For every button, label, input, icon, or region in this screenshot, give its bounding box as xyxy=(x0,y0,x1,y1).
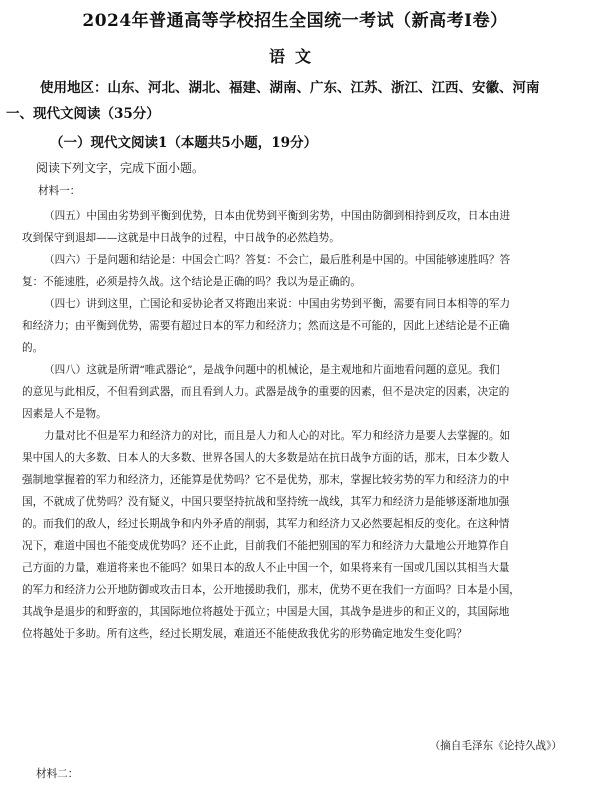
text-line: 国，不就成了优势吗？没有疑义，中国只要坚持抗战和坚持统一战线，其军力和经济力是能够逐渐地加强 xyxy=(22,496,510,508)
section-subheading: （一）现代文阅读1（本题共5小题，19分） xyxy=(50,135,318,151)
text-line: 强制地掌握着的军力和经济力，还能算是优势吗？它不是优势，那末，掌握比较劣势的军力和经济力的中 xyxy=(22,474,510,486)
material-two-label: 材料二： xyxy=(36,768,79,780)
text-line: 复：不能速胜，必须是持久战。这个结论是正确的吗？我以为是正确的。 xyxy=(22,276,361,288)
text-line: （四七）讲到这里，亡国论和妥协论者又将跑出来说：中国由劣势到平衡，需要有同日本相等的军力 xyxy=(44,298,511,310)
exam-title: 2024年普通高等学校招生全国统一考试（新高考I卷） xyxy=(82,11,508,31)
text-line: 的。而我们的敌人，经过长期战争和内外矛盾的削弱，其军力和经济力又必然要起相反的变化。在这种情 xyxy=(22,518,510,530)
material-one-label: 材料一： xyxy=(38,185,81,197)
text-line: 的军力和经济力公开地防御或攻击日本，公开地援助我们，那末，优势不更在我们一方面吗？日本是小国， xyxy=(22,584,520,596)
source-citation: （摘自毛泽东《论持久战》） xyxy=(429,740,562,752)
text-line: 和经济力；由平衡到优势，需要有超过日本的军力和经济力；然而这是不可能的，因此上述结论是不正确 xyxy=(22,320,510,332)
text-line: 的意见与此相反，不但看到武器，而且看到人力。武器是战争的重要的因素，但不是决定的因素，决定的 xyxy=(22,386,510,398)
text-line: （四八）这就是所谓“唯武器论”，是战争问题中的机械论，是主观地和片面地看问题的意见。我们 xyxy=(44,364,500,376)
material-one-text xyxy=(22,205,568,645)
text-line: 位将越处于多助。所有这些，经过长期发展，难道还不能使敌我优劣的形势确定地发生变化吗？ xyxy=(22,628,467,640)
text-line: 的。 xyxy=(22,342,44,354)
text-line: 力量对比不但是军力和经济力的对比，而且是人力和人心的对比。军力和经济力是要人去掌握的。如 xyxy=(44,430,511,442)
text-line: 况下，难道中国也不能变成优势吗？还不止此，目前我们不能把别国的军力和经济力大量地公开地算作自 xyxy=(22,540,510,552)
text-line: 己方面的力量，难道将来也不能吗？如果日本的敌人不止中国一个，如果将来有一国或几国以其相当大量 xyxy=(22,562,510,574)
usage-region: 使用地区：山东、河北、湖北、福建、湖南、广东、江苏、浙江、江西、安徽、河南 xyxy=(40,80,540,96)
subject-title: 语文 xyxy=(268,47,321,66)
text-line: （四五）中国由劣势到平衡到优势，日本由优势到平衡到劣势，中国由防御到相持到反攻，日本由进 xyxy=(44,210,511,222)
text-line: 攻到保守到退却——这就是中日战争的过程，中日战争的必然趋势。 xyxy=(22,232,340,244)
text-line: 果中国人的大多数、日本人的大多数、世界各国人的大多数是站在抗日战争方面的话，那末，日本少数人 xyxy=(22,452,510,464)
text-line: 因素是人不是物。 xyxy=(22,408,107,420)
reading-instruction: 阅读下列文字，完成下面小题。 xyxy=(36,161,205,175)
section-heading: 一、现代文阅读（35分） xyxy=(6,106,160,122)
text-line: 其战争是退步的和野蛮的，其国际地位将越处于孤立；中国是大国，其战争是进步的和正义的，其国际地 xyxy=(22,606,510,618)
text-line: （四六）于是问题和结论是：中国会亡吗？答复：不会亡，最后胜利是中国的。中国能够速胜吗？答 xyxy=(44,254,511,266)
